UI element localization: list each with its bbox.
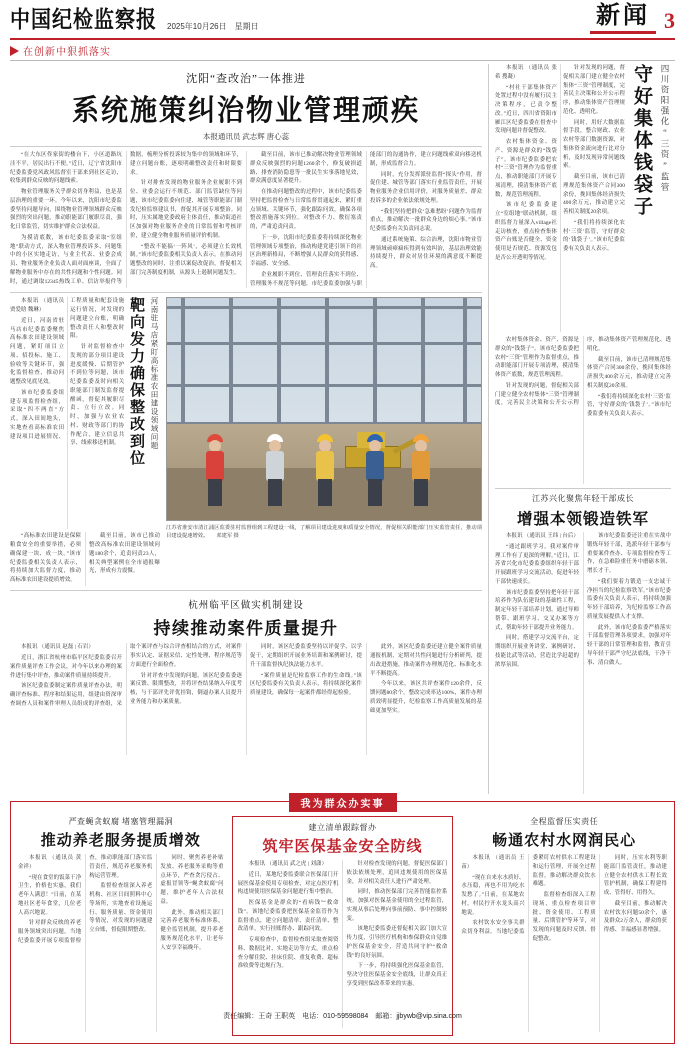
paragraph: “我们要着力锻造一支忠诚干净担当的纪检监察铁军。”该市纪委监委有关负责人表示，将持续加强年轻干部培养，为纪检监察工作高质量发展提供人才支撑。 <box>587 578 671 620</box>
bottom-left-article <box>18 816 224 1036</box>
paragraph: 同时，用好大数据监督手段，整合财政、农业农村等部门数据资源，对集体资金流向进行比对分析，及时发现异常问题线索。 <box>563 119 625 170</box>
bottom-left-kicker: 严查蝇贪蚁腐 堵塞管理漏洞 <box>68 817 174 826</box>
bottom-mid-article <box>232 816 454 1036</box>
divider <box>495 488 671 489</box>
paragraph: 针对群众反映的养老服务领域突出问题，当地纪委监委开展专项监督检查，推动职能部门落实监管责任，规范养老服务机构运营管理。 <box>18 855 153 944</box>
bottom-right-body <box>461 854 667 1032</box>
banner <box>10 40 675 61</box>
paragraph: “通过跟班学习，我对案件审理工作有了更深的理解。”近日，江苏省兴化市纪委监委组织年轻干部开展跟班学习交流活动，促进年轻干部快速成长。 <box>495 543 579 585</box>
right-top-article-cont <box>495 336 671 484</box>
paragraph: 物业管理服务关乎群众切身利益，也是基层治理的重要一环。今年以来，沈阳市纪委监委坚持问题导向，围绕物业管理领域群众反映强烈的突出问题，推动职能部门履职尽责，强化日常监管，切实维护群众合法权益。 <box>10 189 122 230</box>
lead-headline: 系统施策纠治物业管理顽疾 <box>72 94 420 128</box>
paragraph: “案件质量是纪检监察工作的生命线。”该区纪委监委有关负责人表示，将持续深化案件质量建设，确保每一起案件都经得起检验。 <box>250 672 362 696</box>
paragraph: 近日，河南省驻马店市纪委监委聚焦高标准农田建设领域问题，紧盯项目立项、招投标、施工、验收等关键环节，强化监督检查，推动问题整改见底见效。 <box>10 317 65 385</box>
paragraph: “在大东区佟家街的楼台下，小区道路坑洼不平，居民出行不便。”近日，辽宁省沈阳市纪委监委党风政风监督室干部来到社区走访，收集到群众反映的问题线索。 <box>10 152 122 185</box>
paragraph: 该地纪委监委还督促相关部门加大宣传力度，引导医疗机构和参保群众自觉维护医保基金安全，营造共同守护“救命钱”的良好氛围。 <box>346 926 448 959</box>
publication-date: 2025年10月26日 星期日 <box>167 22 259 31</box>
paragraph: 该区纪委监委制定案件质量评查办法，明确评查标准、程序和结果运用，组建由资深审查调查人员和案件审理人员组成的评查组，采取个案评查与综合评查相结合的方式，对案件事实认定、证据采信、定性处理、程序规范等方面进行全面检查。 <box>10 644 242 707</box>
bottom-right-headline: 畅通农村水网润民心 <box>492 831 637 849</box>
paragraph: 本报讯 （通讯员 赵磊 | 石岩） <box>21 644 94 651</box>
paragraph: 截至目前，该市已推动解决物业管理领域群众反映强烈的问题1260余个，修复破损道路、排查消防隐患等一批民生实事落地见效，群众满意度显著提升。 <box>250 152 362 185</box>
paragraph: 本报讯 （通讯员 张希 搜凝） <box>495 65 557 80</box>
paragraph: 同时，压实水利等职能部门监管责任，推动建立健全农村供水工程长效管护机制，确保工程建得成、管得好、用得久。 <box>603 855 667 896</box>
section-badge: 我为群众办实事 <box>289 793 397 812</box>
main-column <box>10 64 482 794</box>
paragraph: 针对发现的问题，督促相关部门建立健全农村集体“三资”管理制度，完善民主决策和公开公示程序，推动集体资产管理规范化、透明化。 <box>495 337 671 407</box>
paragraph: 截至目前，该市已清理规范集体资产合同300余份，挽回集体经济损失400余万元，推动建立完善相关制度20余项。 <box>563 174 625 215</box>
divider <box>10 146 482 147</box>
paragraph: 针对排查发现的物业服务企业履职不到位、业委会运行不规范、部门监管缺位等问题，该市纪委监委向住建、城管等职能部门制发纪检监察建议书，督促其开展专项整治。同时，压实属地党委政府主体责任，推动街道社区加强对物业服务企业的日常监督和考核评价，建立健全物业服务质量评价机制。 <box>130 180 242 239</box>
paragraph: 同时，聚焦养老补贴发放、养老服务采购等重点环节，严查贪污侵占、虚报冒领等“蝇贪蚁腐”问题，维护老年人合法权益。 <box>160 855 224 905</box>
right-article-kicker: 四川资阳强化“三资”监管 <box>660 64 670 193</box>
paragraph: “我们将持续深化农村‘三资’监管，守好群众的‘钱袋子’。”该市纪委监委有关负责人表示。 <box>563 219 625 252</box>
paragraph: 截至目前，该市已推动整改高标准农田建设领域问题180余个，追责问责23人，相关典型案例在全市通报曝光，形成有力震慑。 <box>89 533 160 575</box>
paragraph: “我们坚持把群众‘急难愁盼’问题作为监督重点，推动解决一批群众身边的烦心事。”该市纪委监委有关负责同志说。 <box>370 208 482 232</box>
paragraph: 同时，充分发挥派驻监督“探头”作用，督促住建、城管等部门落实行业监管责任，开展物业服务企业信用评价，对服务质量差、群众投诉多的企业依法依规处理。 <box>370 171 482 204</box>
paragraph: 本报讯 （通讯员 王苗） <box>461 855 525 870</box>
masthead-left <box>10 5 259 34</box>
paragraph: 针对评查中发现的问题，该区纪委监委逐案反馈、限期整改，并将评查结果纳入年度考核，与干部评先评优挂钩，倒逼办案人员提升业务能力和办案质量。 <box>130 672 242 705</box>
paragraph: 通过系统施策、综合治理，沈阳市物业管理领域顽瘴痼疾得到有效纠治，基层治理效能持续提升，群众对居住环境的满意度不断提高。 <box>370 236 482 269</box>
paragraph: 针对监督检查中发现的部分项目建设进度缓慢、后期管护不到位等问题，该市纪委监委及时向相关职能部门制发监督提醒函，督促其履职尽责、立行立改。同时，加强与农业农村、财政等部门的协作配合，建立信息共享、线索移送机制。 <box>70 344 125 447</box>
photo-block <box>166 297 482 586</box>
paragraph: 本报讯 （通讯员 武之虎 | 刘潇） <box>248 861 327 867</box>
paragraph: 针对发现的问题，督促相关部门建立健全农村集体“三资”管理制度，完善民主决策和公开公示程序，推动集体资产管理规范化、透明化。 <box>563 65 625 115</box>
left-article-kicker: 河南驻马店紧盯高标准农田建设领域问题 <box>150 297 159 451</box>
newspaper-logo: 中国纪检监察报 <box>10 5 157 33</box>
right-mid-article <box>495 493 671 794</box>
paragraph: 此外，推动相关部门完善养老服务标准体系，健全监管机制，提升养老服务规范化水平，让老年人安享幸福晚年。 <box>160 909 224 951</box>
bottom-right-article <box>461 816 667 1036</box>
paragraph: “我们将持续深化农村‘三资’监管，守好群众的‘钱袋子’。”该市纪委监委有关负责人表示。 <box>587 393 671 417</box>
paragraph: 同时，推动医保部门完善智能监控系统，加强对医保基金使用的全过程监管，实现从事后处理向事前预防、事中控制转变。 <box>346 889 448 922</box>
masthead-right <box>590 0 675 34</box>
right-mid-headline: 增强本领锻造铁军 <box>516 509 649 528</box>
paragraph: 近日，浙江省杭州市临平区纪委监委召开案件质量评查工作会议，对今年以来办理的案件进行集中评查，推动案件质量持续提升。 <box>10 655 122 679</box>
mid-article-body <box>10 643 482 755</box>
paragraph: 该市纪委监委建立“室组地”联动机制，组织监督力量深入village社走访核查，重点检查集体资产台账是否健全、资金使用是否规范、资源发包是否公开透明等情况。 <box>495 202 557 261</box>
page-number: 3 <box>664 8 675 33</box>
paragraph: 此外，该区纪委监委还建立健全案件质量通报机制，定期对共性问题进行分析研判，提出改进措施，推动案件办理规范化、标准化水平不断提高。 <box>370 644 482 677</box>
paragraph: 农村集体资金、资产、资源是群众的“钱袋子”。该市纪委监委把农村“三资”管理作为监督重点，推动职能部门开展专项清理，摸清集体资产底数，规范管理流程。 <box>495 337 579 378</box>
paragraph: 下一步，将持续强化医保基金监管，坚决守住医保基金安全底线，让群众真正享受到医保改革带来的实惠。 <box>346 963 448 987</box>
section-title: 新闻 <box>590 0 656 34</box>
banner-text: 在创新中狠抓落实 <box>23 47 111 58</box>
paragraph: “现在食堂的饭菜干净卫生，价格也实惠，我们老年人满意！”日前，在某地社区老年食堂，几位老人高兴地说。 <box>18 874 82 916</box>
paragraph: 农村集体资金、资产、资源是群众的“钱袋子”。该市纪委监委把农村“三资”管理作为监督重点，推动职能部门开展专项清理，摸清集体资产底数，规范管理流程。 <box>495 139 557 198</box>
paragraph: 企业履职不到位、管理责任落实不到位、管理服务不规范等问题，市纪委监委加强与职能部门的沟通协作，建立问题线索双向移送机制，形成监督合力。 <box>250 152 482 287</box>
mid-article-kicker: 杭州临平区做实机制建设 <box>188 601 304 612</box>
left-article-body-cont <box>10 532 160 586</box>
paragraph: 监督检查组深入养老机构、社区日间照料中心等场所，实地查看设施运行、服务质量、资金使用等情况，对发现的问题建立台账，督促限期整改。 <box>89 883 153 933</box>
paragraph: “村社干部集体资产处置过程中没有履行民主决策程序，已责令整改。”近日，四川省资阳市雁江区纪委监委在督查中发现问题并督促整改。 <box>495 84 557 135</box>
right-mid-body <box>495 532 671 794</box>
paragraph: “现在自来水水质好、水压稳，再也不用为吃水发愁了。”日前，在某地农村，村民拧开水龙头高兴地说。 <box>461 874 525 916</box>
photo-caption: 江苏省淮安市清江浦区监委驻村监督组到工程建设一线，了解项目建设进度和质量安全情况，督促相关职能部门压实监管责任，推动项目建设提速增效。 邓建军 摄 <box>166 525 482 540</box>
paragraph: 此外，该市纪委监委严格落实干部监督管理各项要求，加强对年轻干部的日常管理和监督，教育引导年轻干部严守纪法底线，干净干事、清白做人。 <box>587 624 671 666</box>
paragraph: 专项检查中，监督检查组采取查阅资料、数据比对、实地走访等方式，重点检查分解住院、挂床住院、重复收费、超标准收费等违规行为。 <box>237 937 339 970</box>
bottom-mid-body <box>238 860 448 1028</box>
paragraph: 针对检查发现的问题，督促医保部门依法依规处理，追回违规使用的医保基金，并对相关责任人进行严肃处理。 <box>346 861 448 885</box>
paragraph: “高标准农田建设是保障粮食安全的重要举措，必须确保建一块、成一块。”该市纪委监委相关负责人表示，将持续加大监督力度，推动高标准农田建设提质增效。 <box>10 533 81 583</box>
paragraph: 截至目前，该市已清理规范集体资产合同300余份，挽回集体经济损失400余万元，推动建立完善相关制度20余项。 <box>587 356 671 389</box>
left-vertical-article <box>10 297 160 586</box>
footer-credits: 责任编辑：王奇 王职英 电话：010-59598084 邮箱：jjbywb@vip.sina.com <box>223 1013 462 1020</box>
right-mid-kicker: 江苏兴化聚焦年轻干部成长 <box>532 494 634 503</box>
right-article-headline: 守好集体钱袋子 <box>631 64 653 218</box>
paragraph: 监督检查组深入工程现场，重点检查项目审批、资金使用、工程质量、后期管护等环节，对发现的问题及时反馈、督促整改。 <box>532 892 596 942</box>
paragraph: 医保基金是群众的“看病钱”“救命钱”。该地纪委监委把医保基金监管作为监督重点，建立问题清单、责任清单、整改清单，实行挂账督办、跟踪问效。 <box>237 900 339 933</box>
photo-row <box>10 297 482 586</box>
bottom-mid-headline: 筑牢医保基金安全防线 <box>262 837 423 855</box>
red-flag-icon <box>10 46 19 56</box>
paragraph: 下一步，沈阳市纪委监委将持续深化物业管理领域专项整治，推动构建党建引领下的社区治理新格局，不断增强人民群众的获得感、幸福感、安全感。 <box>250 234 362 267</box>
bottom-mid-kicker: 建立清单跟踪督办 <box>308 823 377 832</box>
paragraph: 今年以来，该区共评查案件120余件，反馈问题80余个，整改完成率达100%，案件办理质效明显提升，纪检监察工作高质量发展的基础更加坚实。 <box>370 681 482 714</box>
paragraph: 该市纪委监委还注重在实战中锻炼年轻干部，选派年轻干部参与重要案件查办、专项监督检查等工作，在急难险重任务中磨砺本领、增长才干。 <box>587 533 671 574</box>
right-top-article <box>495 64 671 332</box>
paragraph: 截至目前，推动解决农村饮水问题50余个，惠及群众2万余人，群众的获得感、幸福感显著增强。 <box>603 900 667 933</box>
mid-article <box>10 597 482 755</box>
divider <box>10 292 482 293</box>
lead-body <box>10 151 482 288</box>
left-article-headline: 靶向发力确保整改到位 <box>128 297 146 468</box>
paragraph: 该市纪委监委坚持把年轻干部培养作为队伍建设的基础性工程，制定年轻干部培养计划，通过导师帮带、跟班学习、交叉办案等方式，帮助年轻干部提升业务能力。 <box>495 589 579 631</box>
mid-article-headline: 持续推动案件质量提升 <box>153 619 339 640</box>
bottom-right-kicker: 全程监督压实责任 <box>530 817 599 826</box>
paragraph: 同时，搭建学习交流平台，定期组织开展业务讲堂、案例研讨、技能比武等活动，营造比学赶超的浓厚氛围。 <box>495 635 579 668</box>
paragraph: 近日，某地纪委监委联合医保部门开展医保基金使用专项检查，对定点医疗机构违规使用医保基金问题进行集中整治。 <box>237 871 339 896</box>
paragraph: 同时，该区纪委监委坚持以评促学、以学促干，定期组织开展业务培训和案例研讨，提升干部监督执纪执法能力水平。 <box>250 644 362 668</box>
paragraph: 本报讯 （通讯员 黄金祥） <box>18 855 82 870</box>
upper-area <box>10 64 675 794</box>
paragraph: 该市纪委监委组建专项监督检查组，采取“四不两直”方式，深入田间地头，实地查看高标准农田建设项目进展情况、工程质量和配套设施运行情况，对发现的问题建立台账，明确整改责任人和整改时限。 <box>10 298 125 440</box>
right-column <box>488 64 671 794</box>
paragraph: 本报讯 （通讯员 贾爱晗 魏琳） <box>10 298 65 313</box>
lead-byline: 本报通讯员 武志辉 唐心蕊 <box>202 132 290 141</box>
paragraph: 本报讯 （通讯员 王纬 | 台后） <box>506 533 579 539</box>
lead-kicker: 沈阳“查改治”一体推进 <box>186 73 306 85</box>
bottom-left-headline: 推动养老服务提质增效 <box>40 831 201 849</box>
bottom-left-body <box>18 854 224 1032</box>
public-service-section <box>10 801 675 1044</box>
paragraph: 为摸清底数，该市纪委监委采取“室组地”联动方式，深入物业管理投诉多、问题集中的小区实地走访，与业主代表、业委会成员、物业服务企业负责人面对面座谈，全面了解物业服务中存在的共性问题和个性问题。同时，通过调取12345热线工单、信访举报件等数据，梳理分析投诉较为集中的领域和环节，建立问题台账，逐项明确整改责任和时限要求。 <box>10 152 242 285</box>
paragraph: 农村饮水安全事关群众切身利益。当地纪委监委紧盯农村供水工程建设和运行管理，开展全过程监督，推动解决群众饮水难题。 <box>461 855 596 935</box>
paragraph: “整改不能搞‘一阵风’，必须建立长效机制。”该市纪委监委相关负责人表示，在推动问题整改的同时，注重以案促改促治，督促相关部门完善制度机制，从源头上遏制问题发生。 <box>130 243 242 276</box>
bottom-columns <box>18 816 667 1036</box>
paragraph: 在推动问题整改的过程中，该市纪委监委坚持把监督检查与日常监督贯通起来，紧盯重点领域、关键环节，强化跟踪问效，确保各项整改措施落实到位。对整改不力、敷衍塞责的，严肃追责问责。 <box>250 189 362 230</box>
divider <box>10 590 482 591</box>
masthead <box>10 0 675 40</box>
construction-site-photo <box>166 297 482 521</box>
